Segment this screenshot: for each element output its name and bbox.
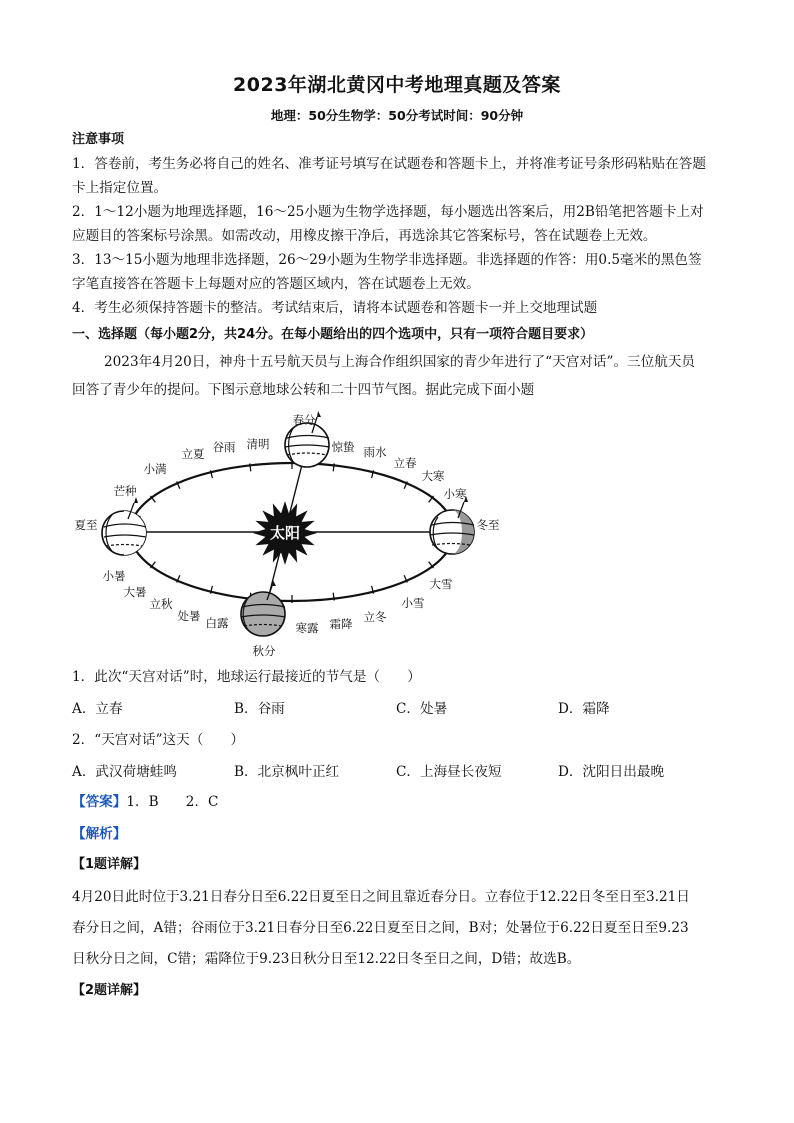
notice-line: 字笔直接答在答题卡上每题对应的答题区域内，答在试题卷上无效。 [72, 276, 480, 292]
term-label-lidong: 立冬 [363, 610, 387, 624]
term-label-hanlu: 寒露 [295, 621, 319, 635]
term-label-lichun: 立春 [393, 456, 417, 470]
term-label-chushu: 处暑 [177, 609, 201, 623]
term-label-xiaoxue: 小雪 [401, 596, 425, 610]
q2-option-c[interactable]: C．上海昼长夜短 [396, 764, 502, 780]
intro-line: 回答了青少年的提问。下图示意地球公转和二十四节气图。据此完成下面小题 [72, 382, 535, 398]
term-label-qiufen: 秋分 [252, 644, 276, 658]
section-heading: 一、选择题（每小题2分，共24分。在每小题给出的四个选项中，只有一项符合题目要求） [72, 327, 594, 342]
term-label-xiaohan: 小寒 [443, 487, 467, 501]
term-label-bailu: 白露 [205, 616, 229, 630]
term-label-liqiu: 立秋 [149, 597, 173, 611]
answer-label: 【答案】 [72, 794, 127, 810]
term-label-chunfen: 春分 [292, 413, 316, 427]
page-title: 2023年湖北黄冈中考地理真题及答案 [233, 74, 561, 96]
question-2-stem: 2．“天宫对话”这天（ ） [72, 732, 245, 748]
detail-1-line: 4月20日此时位于3.21日春分日至6.22日夏至日之间且靠近春分日。立春位于12.22日冬至日至3.21日 [72, 889, 690, 905]
answer-text: 1．B 2．C [126, 794, 219, 810]
detail-1-line: 日秋分日之间，C错；霜降位于9.23日秋分日至12.22日冬至日之间，D错；故选B。 [72, 951, 581, 967]
term-label-dashu: 大暑 [123, 585, 147, 599]
notice-line: 4．考生必须保持答题卡的整洁。考试结束后，请将本试题卷和答题卡一并上交地理试题 [72, 300, 598, 316]
notice-line: 3．13～15小题为地理非选择题，26～29小题为生物学非选择题。非选择题的作答：用0.5毫米的黑色签 [72, 252, 702, 268]
term-label-daxue: 大雪 [429, 577, 453, 591]
earth-globe-qiufen [241, 580, 285, 636]
term-label-jingzhe: 惊蛰 [331, 440, 355, 454]
term-label-qingming: 清明 [246, 437, 270, 451]
notice-line: 卡上指定位置。 [72, 180, 168, 196]
detail-2-label: 【2题详解】 [72, 983, 147, 998]
q2-option-b[interactable]: B．北京枫叶正红 [234, 764, 340, 780]
analysis-row [72, 822, 732, 846]
q1-option-d[interactable]: D．霜降 [558, 701, 610, 717]
question-1-stem: 1．此次“天宫对话”时，地球运行最接近的节气是（ ） [72, 669, 421, 685]
term-label-dongzhi: 冬至 [476, 518, 500, 532]
q2-option-a[interactable]: A．武汉荷塘蛙鸣 [72, 764, 177, 780]
earth-globe-dongzhi [430, 496, 474, 554]
term-label-xiazhi: 夏至 [74, 518, 98, 532]
term-label-mangzhong: 芒种 [113, 484, 137, 498]
sun-icon [253, 501, 317, 565]
analysis-label: 【解析】 [72, 826, 127, 842]
term-label-dahan: 大寒 [421, 469, 445, 483]
sun-label: 太阳 [269, 524, 301, 542]
q1-option-a[interactable]: A．立春 [72, 701, 123, 717]
intro-line: 2023年4月20日，神舟十五号航天员与上海合作组织国家的青少年进行了“天宫对话”。三位航天员 [104, 354, 695, 370]
detail-1-line: 春分日之间，A错；谷雨位于3.21日春分日至6.22日夏至日之间，B对；处暑位于6.22日夏至日至9.23 [72, 920, 689, 936]
earth-globe-xiazhi [102, 497, 146, 555]
term-label-yushui: 雨水 [363, 445, 387, 459]
term-label-lixia: 立夏 [181, 447, 205, 461]
q1-option-b[interactable]: B．谷雨 [234, 701, 285, 717]
term-label-shuangjiang: 霜降 [329, 617, 353, 631]
q2-option-d[interactable]: D．沈阳日出最晚 [558, 764, 665, 780]
q1-option-c[interactable]: C．处暑 [396, 701, 448, 717]
notice-line: 应题目的答案标号涂黑。如需改动，用橡皮擦干净后，再选涂其它答案标号，答在试题卷上无效。 [72, 228, 657, 244]
term-label-xiaoman: 小满 [143, 462, 167, 476]
exam-subtitle: 地理：50分生物学：50分考试时间：90分钟 [270, 108, 524, 123]
detail-1-label: 【1题详解】 [72, 857, 147, 872]
notice-line: 2．1～12小题为地理选择题，16～25小题为生物学选择题，每小题选出答案后，用2B铅笔把答题卡上对 [72, 204, 704, 220]
term-label-guyu: 谷雨 [212, 440, 236, 454]
notice-line: 1．答卷前，考生务必将自己的姓名、准考证号填写在试题卷和答题卡上，并将准考证号条形码粘贴在答题 [72, 156, 706, 172]
earth-orbit-diagram [72, 405, 522, 665]
term-label-xiaoshu: 小暑 [102, 569, 126, 583]
answer-row [72, 790, 732, 814]
notice-heading: 注意事项 [72, 132, 125, 147]
